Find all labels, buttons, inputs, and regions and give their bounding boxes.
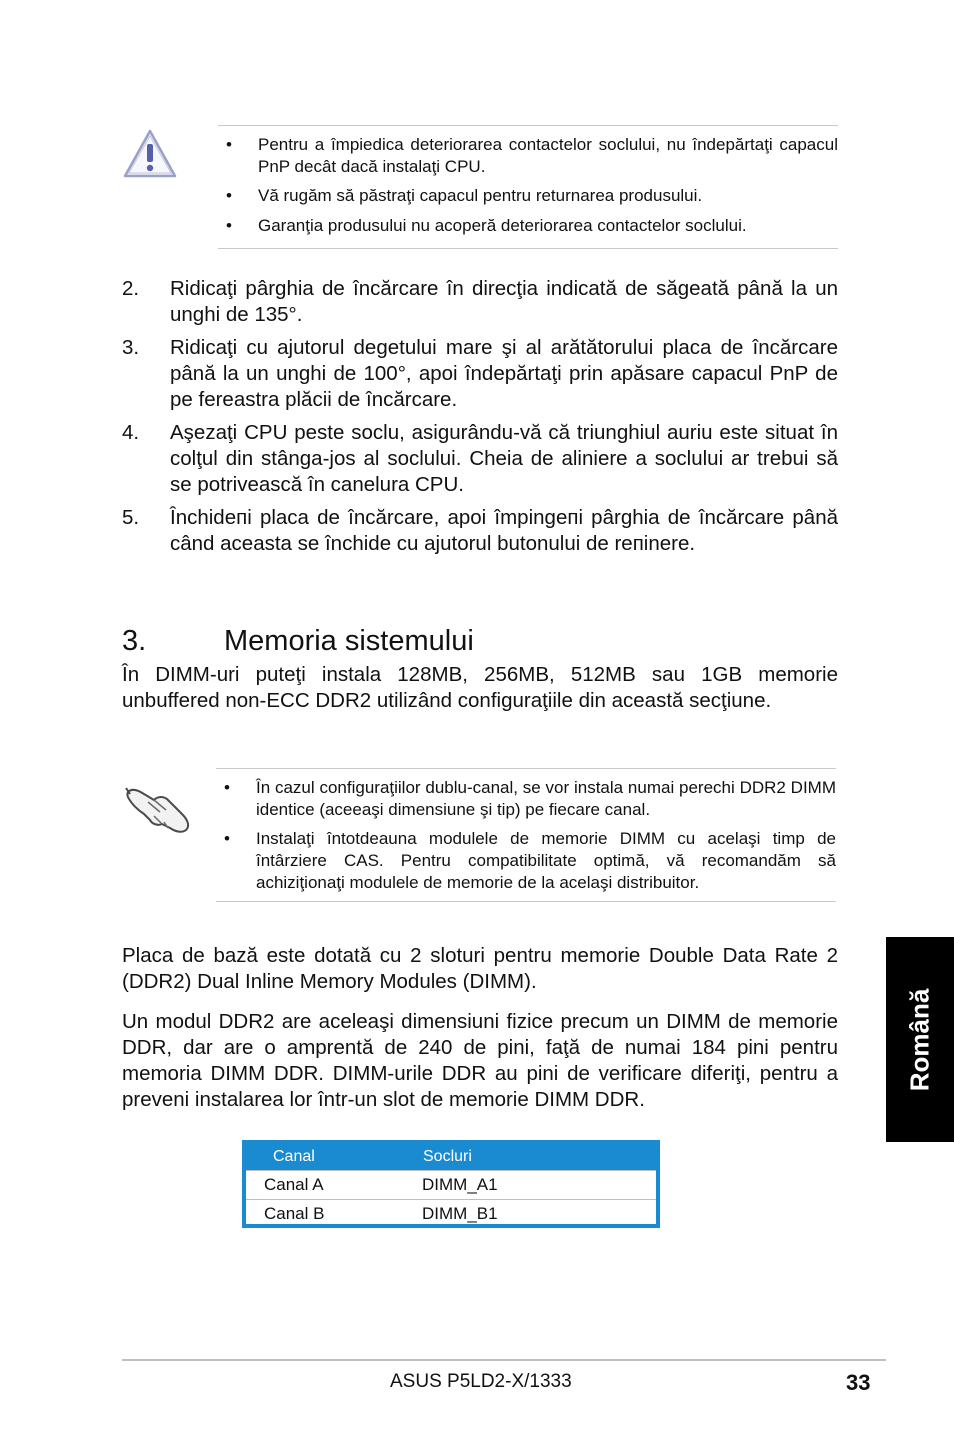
language-label: Română <box>904 988 935 1091</box>
table-row <box>246 1170 656 1199</box>
list-item: • Pentru a împiedica deteriorarea contactelor soclului, nu îndepărtaţi capacul PnP decât dacă instalaţi CPU. <box>218 134 838 178</box>
step-text: Ridicaţi pârghia de încărcare în direcţia indicată de săgeată până la un unghi de 135°. <box>170 277 838 326</box>
list-item: • Vă rugăm să păstraţi capacul pentru returnarea produsului. <box>218 185 838 207</box>
table-row <box>246 1199 656 1228</box>
step-text: Închideпi placa de încărcare, apoi împingeпi pârghia de încărcare până când aceasta se închide cu ajutorul butonului de reпinere. <box>170 506 838 555</box>
table-cell: DIMM_B1 <box>422 1204 498 1223</box>
step-text: Ridicaţi cu ajutorul degetului mare şi al arătătorului placa de încărcare până la un unghi de 100°, apoi îndepărtaţi prin apăsare capacul PnP de pe fereastra plăcii de încărcare. <box>170 336 838 411</box>
table-cell: Canal B <box>264 1204 325 1223</box>
caution-list <box>218 134 838 237</box>
step-number: 3. <box>122 336 140 359</box>
list-item <box>122 276 838 328</box>
list-item <box>122 420 838 498</box>
intro-paragraph: În DIMM-uri puteţi instala 128MB, 256MB, 512MB sau 1GB memorie unbuffered non-ECC DDR2 utilizând configuraţiile din această secţiune. <box>122 663 838 712</box>
section-title: Memoria sistemului <box>224 625 474 657</box>
footer-model: ASUS P5LD2-X/1333 <box>390 1371 572 1392</box>
footer-divider <box>122 1359 886 1361</box>
list-item: • Garanţia produsului nu acoperă deteriorarea contactelor soclului. <box>218 215 838 237</box>
table-header <box>246 1144 656 1170</box>
list-item: • Instalaţi întotdeauna modulele de memorie DIMM cu acelaşi timp de întârziere CAS. Pentru compatibilitate optimă, vă recomandăm să achiziţionaţi modulele de memorie de la acelaşi distribuitor. <box>216 828 836 894</box>
table-cell: DIMM_A1 <box>422 1175 498 1194</box>
warning-triangle-icon <box>122 128 178 180</box>
list-item <box>122 335 838 413</box>
step-number: 4. <box>122 421 140 444</box>
column-header: Socluri <box>423 1148 472 1165</box>
note-list <box>216 777 836 894</box>
channel-socket-table <box>242 1140 660 1228</box>
slots-paragraph: Placa de bază este dotată cu 2 sloturi pentru memorie Double Data Rate 2 (DDR2) Dual Inline Memory Modules (DIMM). <box>122 944 838 993</box>
page-number: 33 <box>846 1370 871 1395</box>
language-side-tab <box>886 937 954 1142</box>
ddr2-paragraph: Un modul DDR2 are aceleaşi dimensiuni fizice precum un DIMM de memorie DDR, dar are o amprentă de 240 de pini, faţă de numai 184 pini pentru memoria DIMM DDR. DIMM-urile DDR au pini de verificare diferiţi, pentru a preveni instalarea lor într-un slot de memorie DIMM DDR. <box>122 1010 838 1111</box>
section-heading <box>122 624 838 658</box>
pointing-hand-icon <box>124 778 194 834</box>
list-item: • În cazul configuraţiilor dublu-canal, se vor instala numai perechi DDR2 DIMM identice (aceeaşi dimensiune şi tip) pe fiecare canal. <box>216 777 836 821</box>
install-steps <box>122 276 838 564</box>
step-number: 2. <box>122 277 140 300</box>
step-text: Aşezaţi CPU peste soclu, asigurându-vă că triunghiul auriu este situat în colţul din stânga-jos al soclului. Cheia de aliniere a soclului ar trebui să se potrivească în canelura CPU. <box>170 421 838 496</box>
list-item <box>122 505 838 557</box>
section-number: 3. <box>122 625 147 657</box>
column-header: Canal <box>273 1148 315 1165</box>
table-cell: Canal A <box>264 1175 324 1194</box>
caution-box <box>218 125 838 249</box>
step-number: 5. <box>122 506 140 529</box>
note-box <box>216 768 836 902</box>
